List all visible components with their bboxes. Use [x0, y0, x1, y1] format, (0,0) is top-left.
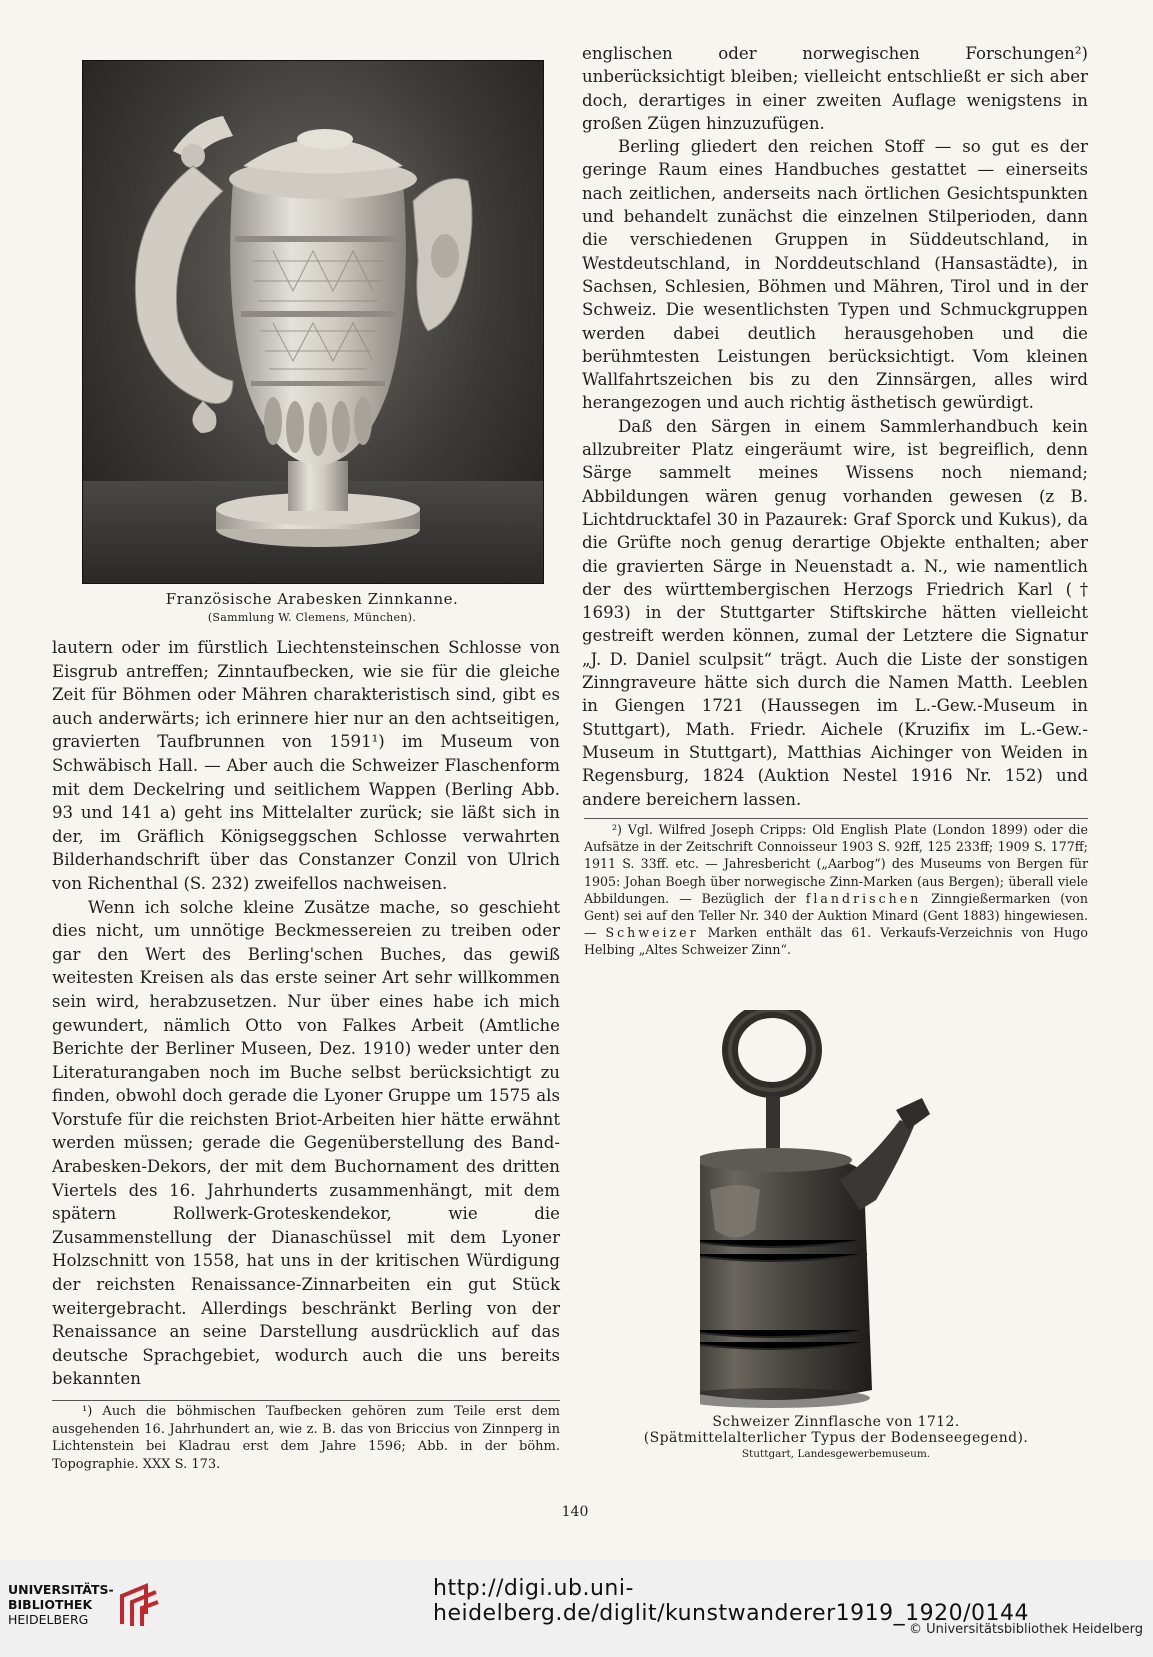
- pewter-jug-illustration: [83, 61, 543, 583]
- library-logo-text: [8, 1582, 114, 1627]
- left-column-text: [52, 636, 560, 1391]
- figure1-subcaption: (Sammlung W. Clemens, München).: [207, 611, 417, 624]
- logo-line-2: BIBLIOTHEK: [8, 1597, 93, 1612]
- right-footnote: [584, 818, 1088, 959]
- figure2-caption-2: (Spätmittelalterlicher Typus der Bodenseegegend).: [643, 1430, 1029, 1446]
- logo-line-3: HEIDELBERG: [8, 1612, 89, 1627]
- right-paragraph-1: englischen oder norwegischen Forschungen²) unberücksichtigt bleiben; vielleicht entschließt er sich aber doch, derartiges in einer zweiten Auflage wenigstens in großen Zügen hinzuzufügen.: [582, 44, 1088, 133]
- figure2-subcaption: Stuttgart, Landesgewerbemuseum.: [741, 1448, 931, 1460]
- copyright-notice: © Universitätsbibliothek Heidelberg: [908, 1622, 1143, 1637]
- page-number: 140: [561, 1504, 589, 1520]
- right-footnote-spaced-1: flandrischen: [805, 890, 922, 906]
- left-paragraph-2: Wenn ich solche kleine Zusätze mache, so geschieht dies nicht, um unnötige Beckmessereien zu treiben oder gar den Wert des Berling'schen Buches, das gewiß weitesten Kreisen als das erste seiner Art sehr willkommen sein wird, herabzusetzen. Nur über eines habe ich mich gewundert, nämlich Otto von Falkes Arbeit (Amtliche Berichte der Berliner Museen, Dez. 1910) weder unter den Literaturangaben noch im Buche selbst berücksichtigt zu finden, obwohl doch gerade die Lyoner Gruppe um 1575 als Vorstufe für die reichsten Briot-Arbeiten hier hätte erwähnt werden müssen; gerade die Gegenüberstellung des Band-Arabesken-Dekors, der mit dem Buchornament des dritten Viertels des 16. Jahrhunderts zusammenhängt, mit dem spätern Rollwerk-Groteskendekor, wie die Zusammenstellung der Dianaschüssel mit dem Lyoner Holzschnitt von 1558, hat uns in der kritischen Würdigung der reichsten Renaissance-Zinnarbeiten ein gut Stück weitergebracht. Allerdings beschränkt Berling von der Renaissance an seine Darstellung ausdrücklich auf das deutsche Sprachgebiet, wodurch auch die uns bereits bekannten: [52, 897, 560, 1389]
- permalink-url[interactable]: http://digi.ub.uni-heidelberg.de/diglit/kunstwanderer1919_1920/0144: [433, 1576, 1030, 1626]
- right-footnote-text: [584, 821, 1088, 959]
- right-footnote-part-c: Marken enthält das 61. Verkaufs-Verzeichnis von Hugo Helbing „Altes Schweizer Zinn“.: [584, 925, 1088, 958]
- footer-bar: [0, 1560, 1153, 1657]
- right-paragraph-3: Daß den Särgen in einem Sammlerhandbuch kein allzubreiter Platz eingeräumt wire, ist begreiflich, denn Särge sammelt meines Wissens noch niemand; Abbildungen wären genug vorhanden gewesen (z B. Lichtdrucktafel 30 in Pazaurek: Graf Sporck und Kukus), da die Grüfte noch genug derartige Objekte enthalten; aber die gravierten Särge in Neuenstadt a. N., wie namentlich der des württembergischen Herzogs Friedrich Karl († 1693) in der Stuttgarter Stiftskirche hätten vielleicht gestreift werden können, zumal der Letztere die Signatur „J. D. Daniel sculpsit“ trägt. Auch die Liste der sonstigen Zinngraveure hätte sich durch die Namen Matth. Leeblen in Giengen 1721 (Haussegen im L.-Gew.-Museum in Stuttgart), Math. Friedr. Aichele (Kruzifix im L.-Gew.-Museum in Stuttgart), Matthias Aichinger von Weiden in Regensburg, 1824 (Auktion Nestel 1916 Nr. 152) und andere bereichern lassen.: [582, 416, 1088, 809]
- right-column-text: [582, 42, 1088, 811]
- figure1-caption: Französische Arabesken Zinnkanne.: [165, 590, 459, 608]
- figure2-caption-block: [584, 1414, 1088, 1460]
- right-footnote-part-b: Zinngießermarken (von Gent) sei auf den Teller Nr. 340 der Auktion Minard (Gent 1883) hingewiesen. —: [584, 890, 1088, 941]
- left-footnote: [52, 1400, 560, 1473]
- right-footnote-spaced-2: Schweizer: [605, 925, 699, 941]
- right-footnote-part-a: ²) Vgl. Wilfred Joseph Cripps: Old English Plate (London 1899) oder die Aufsätze in der Zeitschrift Connoisseur 1903 S. 92ff, 125 233ff; 1909 S. 177ff; 1911 S. 33ff. etc. — Jahresbericht („Aarbog“) des Museums von Bergen für 1905: Johan Boegh über norwegische Zinn-Marken (aus Bergen); überall viele Abbildungen. — Bezüglich der: [584, 822, 1088, 906]
- left-footnote-text: ¹) Auch die böhmischen Taufbecken gehören zum Teile erst dem ausgehenden 16. Jahrhundert an, wie z. B. das von Briccius von Zinnperg in Lichtenstein bei Kladrau erst dem Jahre 1596; Abb. in der böhm. Topographie. XXX S. 173.: [52, 1404, 560, 1472]
- pewter-flask-illustration: [700, 1010, 1000, 1410]
- logo-line-1: UNIVERSITÄTS-: [8, 1582, 114, 1597]
- figure2-caption: Schweizer Zinnflasche von 1712.: [712, 1414, 960, 1430]
- figure-pewter-flask-photo: [700, 1010, 1000, 1410]
- library-logo-icon: [118, 1582, 162, 1628]
- figure1-caption-block: [82, 590, 542, 624]
- figure-pewter-jug-photo: [82, 60, 544, 584]
- left-paragraph-1: lautern oder im fürstlich Liechtensteinschen Schlosse von Eisgrub antreffen; Zinntaufbecken, wie sie für die gleiche Zeit für Böhmen oder Mähren charakteristisch sind, gibt es auch anderwärts; ich erinnere hier nur an den achtseitigen, gravierten Taufbrunnen von 1591¹) im Museum von Schwäbisch Hall. — Aber auch die Schweizer Flaschenform mit dem Deckelring und seitlichem Wappen (Berling Abb. 93 und 141 a) geht ins Mittelalter zurück; sie läßt sich in der, im Gräflich Königseggschen Schlosse verwahrten Bilderhandschrift über das Constanzer Conzil von Ulrich von Richenthal (S. 232) zweifellos nachweisen.: [52, 638, 560, 893]
- right-paragraph-2: Berling gliedert den reichen Stoff — so gut es der geringe Raum eines Handbuches gestattet — einerseits nach zeitlichen, anderseits nach örtlichen Gesichtspunkten und behandelt zunächst die einzelnen Stilperioden, dann die verschiedenen Gruppen in Süddeutschland, in Westdeutschland, in Norddeutschland (Hansastädte), in Sachsen, Schlesien, Böhmen und Mähren, Tirol und in der Schweiz. Die wesentlichsten Typen und Schmuckgruppen werden dabei deutlich herausgehoben und die berühmtesten Leistungen berücksichtigt. Vom kleinen Wallfahrtszeichen bis zu den Zinnsärgen, alles wird herangezogen und auch richtig ästhetisch gewürdigt.: [582, 137, 1088, 413]
